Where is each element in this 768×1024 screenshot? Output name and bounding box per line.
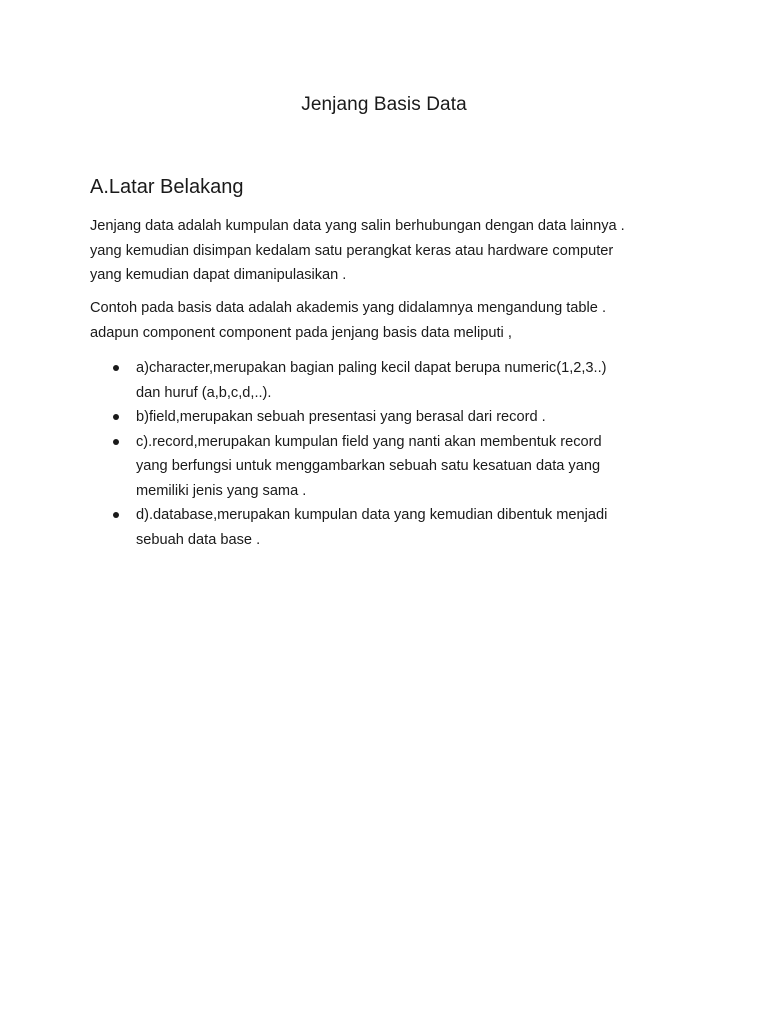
list-item-line: sebuah data base . — [136, 531, 261, 548]
list-item-line: dan huruf (a,b,c,d,..). — [136, 384, 272, 401]
paragraph-line: Jenjang data adalah kumpulan data yang salin berhubungan dengan data lainnya . — [90, 218, 625, 234]
bullet-icon — [113, 365, 119, 371]
list-item-line: memiliki jenis yang sama . — [136, 482, 307, 499]
list-item-line: d).database,merupakan kumpulan data yang kemudian dibentuk menjadi — [136, 507, 608, 523]
bullet-icon — [113, 414, 119, 420]
list-item-line: yang berfungsi untuk menggambarkan sebuah satu kesatuan data yang — [136, 458, 601, 474]
list-item-character — [110, 356, 670, 405]
paragraph-example — [90, 296, 680, 345]
document-title: Jenjang Basis Data — [301, 94, 467, 115]
bullet-icon — [113, 512, 119, 518]
component-list — [110, 356, 670, 552]
paragraph-line: yang kemudian dapat dimanipulasikan . — [90, 267, 347, 283]
list-item-line: b)field,merupakan sebuah presentasi yang berasal dari record . — [136, 409, 546, 425]
list-item-field — [110, 405, 670, 430]
section-heading: A.Latar Belakang — [90, 176, 244, 198]
paragraph-background — [90, 214, 680, 288]
paragraph-line: Contoh pada basis data adalah akademis yang didalamnya mengandung table . — [90, 300, 607, 316]
paragraph-line: adapun component component pada jenjang basis data meliputi , — [90, 324, 512, 341]
list-item-line: c).record,merupakan kumpulan field yang nanti akan membentuk record — [136, 433, 602, 450]
paragraph-line: yang kemudian disimpan kedalam satu perangkat keras atau hardware computer — [90, 242, 614, 259]
list-item-database — [110, 503, 670, 552]
list-item-record — [110, 430, 670, 504]
list-item-line: a)character,merupakan bagian paling kecil dapat berupa numeric(1,2,3..) — [136, 360, 607, 376]
bullet-icon — [113, 439, 119, 445]
